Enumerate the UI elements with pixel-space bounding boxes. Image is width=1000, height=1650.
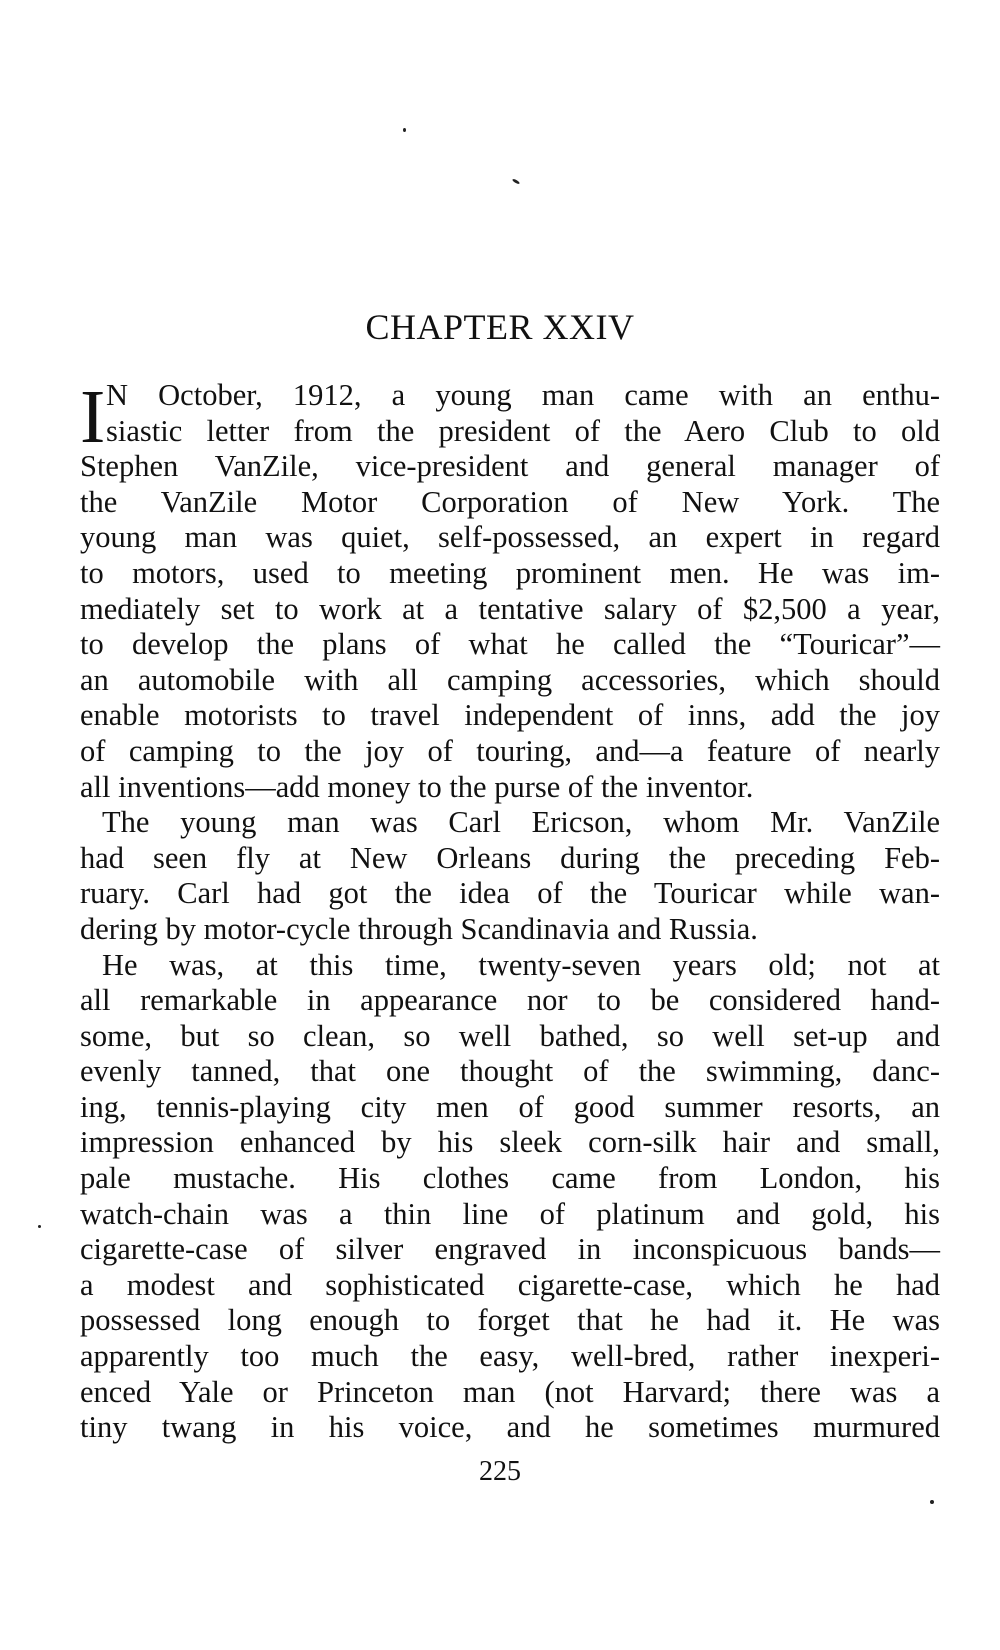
print-speck — [930, 1500, 934, 1504]
text-line: siastic letter from the president of the Aero Club to old — [106, 413, 940, 448]
paragraph — [80, 805, 940, 947]
text-line: cigarette-case of silver engraved in inconspicuous bands— — [80, 1232, 940, 1267]
text-line: a modest and sophisticated cigarette-case, which he had — [80, 1267, 940, 1302]
text-line: the VanZile Motor Corporation of New York. The — [80, 484, 940, 519]
text-line: all remarkable in appearance nor to be considered hand- — [80, 983, 940, 1018]
text-line: watch-chain was a thin line of platinum and gold, his — [80, 1196, 940, 1231]
text-line: dering by motor-cycle through Scandinavia and Russia. — [80, 911, 758, 946]
text-line: to motors, used to meeting prominent men. He was im- — [80, 555, 940, 590]
print-speck — [403, 128, 406, 132]
paragraph — [80, 375, 940, 805]
text-line: some, but so clean, so well bathed, so well set-up and — [80, 1018, 940, 1053]
text-line: to develop the plans of what he called the “Touricar”— — [80, 627, 940, 662]
text-line: of camping to the joy of touring, and—a feature of nearly — [80, 733, 940, 768]
text-line: ruary. Carl had got the idea of the Touricar while wan- — [80, 876, 940, 911]
drop-cap: I — [80, 375, 106, 459]
text-line: pale mustache. His clothes came from London, his — [80, 1161, 940, 1196]
text-line: evenly tanned, that one thought of the swimming, danc- — [80, 1054, 940, 1089]
text-line: impression enhanced by his sleek corn-silk hair and small, — [80, 1125, 940, 1160]
print-speck — [512, 178, 520, 185]
text-line: The young man was Carl Ericson, whom Mr. VanZile — [102, 805, 940, 840]
text-line: possessed long enough to forget that he had it. He was — [80, 1303, 940, 1338]
text-line: had seen fly at New Orleans during the preceding Feb- — [80, 840, 940, 875]
text-line: an automobile with all camping accessories, which should — [80, 662, 940, 697]
paragraph — [80, 948, 940, 1446]
text-line: mediately set to work at a tentative salary of $2,500 a year, — [80, 591, 940, 626]
text-line: He was, at this time, twenty-seven years old; not at — [102, 947, 940, 982]
chapter-heading: CHAPTER XXIV — [365, 307, 635, 347]
print-speck — [38, 1225, 41, 1228]
text-line: all inventions—add money to the purse of the inventor. — [80, 769, 754, 804]
text-line: tiny twang in his voice, and he sometimes murmured — [80, 1410, 940, 1445]
text-line: enable motorists to travel independent of inns, add the joy — [80, 698, 940, 733]
text-line: apparently too much the easy, well-bred, rather inexperi- — [80, 1339, 940, 1374]
text-line: Stephen VanZile, vice-president and general manager of — [80, 449, 940, 484]
page-number: 225 — [479, 1456, 521, 1487]
text-line: enced Yale or Princeton man (not Harvard; there was a — [80, 1374, 940, 1409]
text-line: ing, tennis-playing city men of good summer resorts, an — [80, 1089, 940, 1124]
body-text — [80, 375, 940, 1446]
text-line: young man was quiet, self-possessed, an expert in regard — [80, 520, 940, 555]
text-line: N October, 1912, a young man came with an enthu- — [106, 378, 940, 412]
